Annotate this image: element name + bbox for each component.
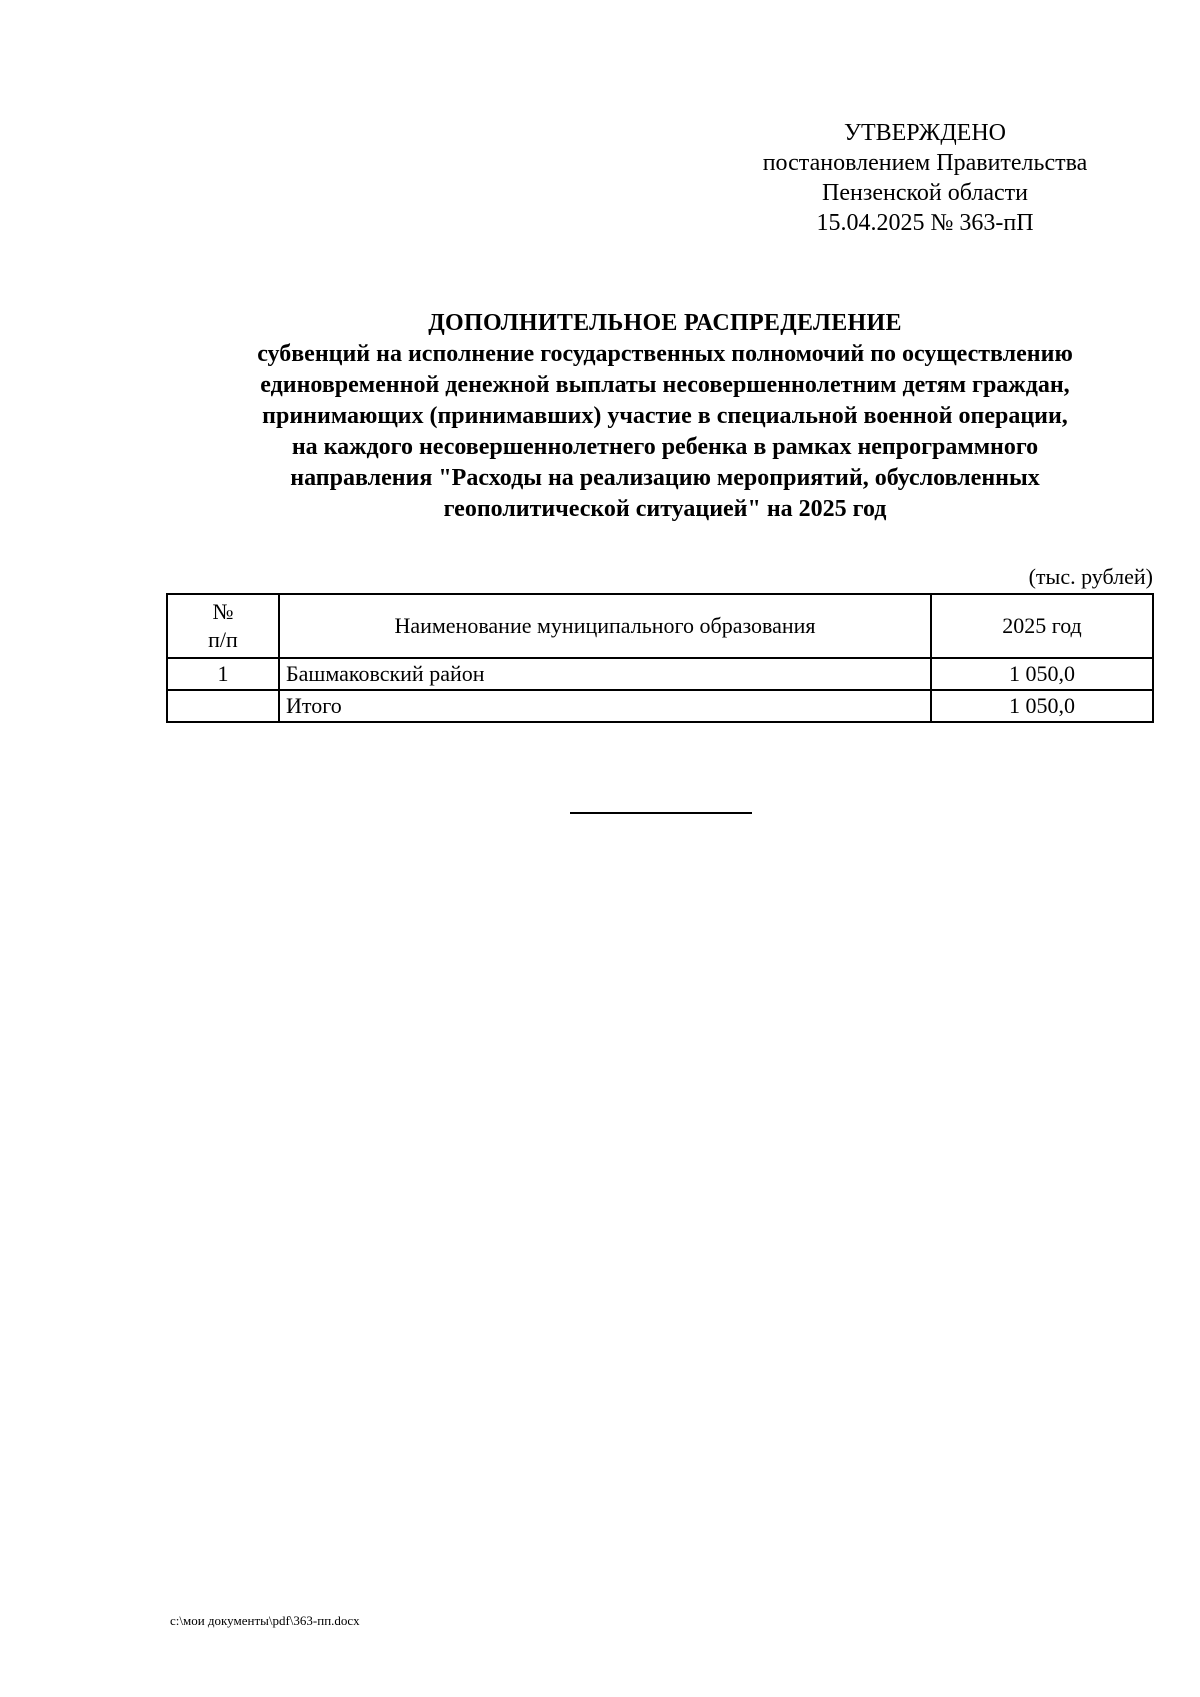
approval-heading: УТВЕРЖДЕНО — [843, 120, 1007, 146]
table-total-row — [167, 690, 1153, 722]
document-title — [130, 308, 1200, 525]
header-municipality: Наименование муниципального образования — [279, 594, 931, 658]
end-separator-line — [570, 812, 752, 814]
total-number — [167, 690, 279, 722]
row-number: 1 — [167, 658, 279, 690]
total-label: Итого — [279, 690, 931, 722]
total-value: 1 050,0 — [931, 690, 1153, 722]
unit-note: (тыс. рублей) — [1028, 564, 1153, 589]
approval-stamp — [700, 118, 1150, 238]
header-year: 2025 год — [931, 594, 1153, 658]
footer-file-path: c:\мои документы\pdf\363-пп.docx — [170, 1613, 360, 1628]
table-row — [167, 658, 1153, 690]
header-number — [167, 594, 279, 658]
approval-decree-line: постановлением Правительства — [762, 150, 1088, 176]
title-line-6: геополитической ситуацией" на 2025 год — [443, 496, 887, 522]
approval-region-line: Пензенской области — [822, 180, 1028, 206]
table-header-row — [167, 594, 1153, 658]
title-line-5: направления "Расходы на реализацию мероприятий, обусловленных — [290, 465, 1040, 491]
approval-date-number: 15.04.2025 № 363-пП — [816, 210, 1034, 236]
header-number-abbr: п/п — [208, 627, 238, 652]
header-number-symbol: № — [212, 599, 234, 624]
title-line-4: на каждого несовершеннолетнего ребенка в рамках непрограммного — [291, 434, 1039, 460]
row-municipality: Башмаковский район — [279, 658, 931, 690]
title-line-1: субвенций на исполнение государственных полномочий по осуществлению — [257, 341, 1073, 367]
title-line-3: принимающих (принимавших) участие в специальной военной операции, — [262, 403, 1068, 429]
title-line-2: единовременной денежной выплаты несовершеннолетним детям граждан, — [260, 372, 1070, 398]
row-value: 1 050,0 — [931, 658, 1153, 690]
distribution-table — [166, 593, 1154, 723]
title-main: ДОПОЛНИТЕЛЬНОЕ РАСПРЕДЕЛЕНИЕ — [428, 310, 902, 336]
